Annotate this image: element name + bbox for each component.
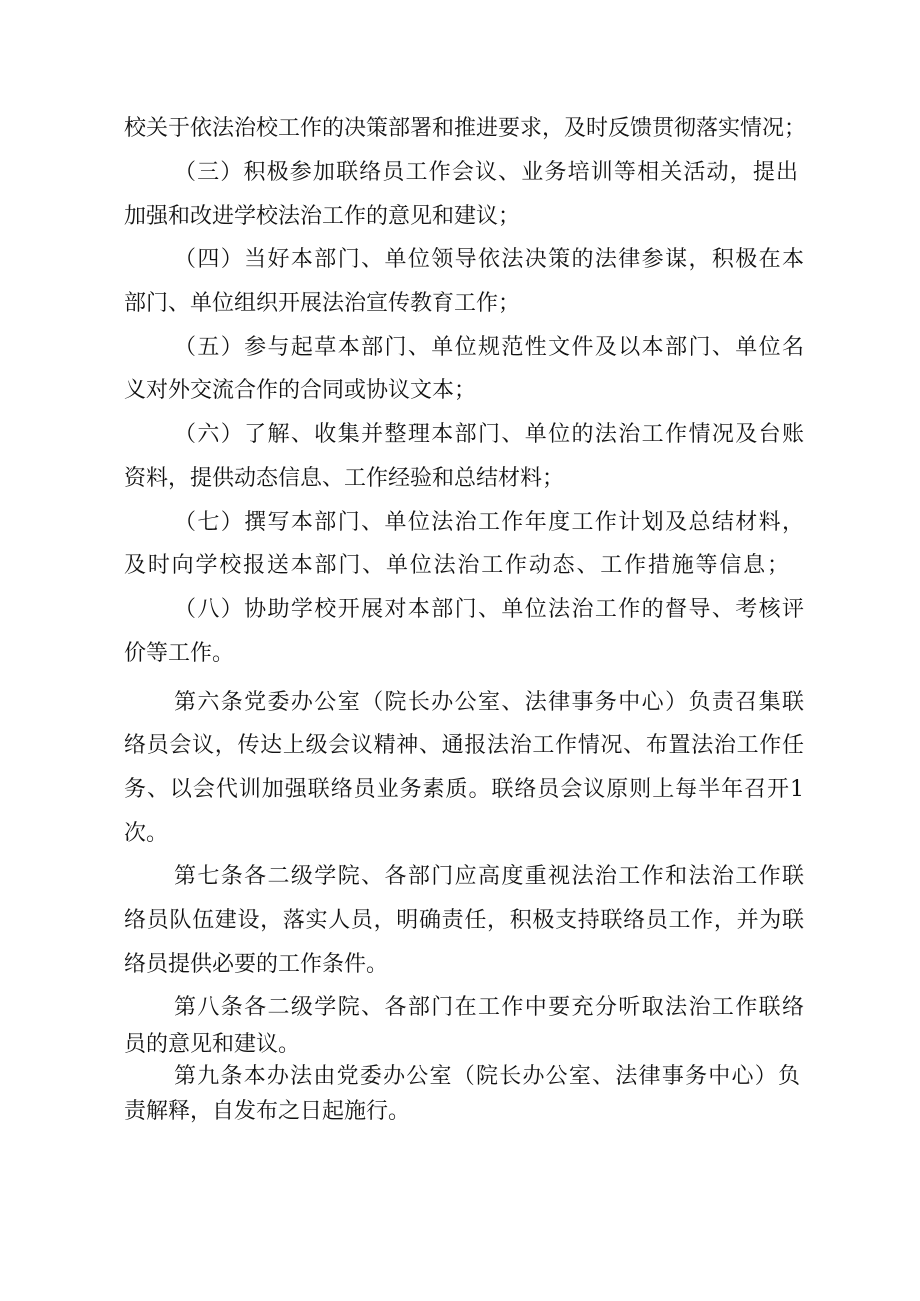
- text-line: （六）了解、收集并整理本部门、单位的法治工作情况及台账: [174, 422, 804, 447]
- text-line: 加强和改进学校法治工作的意见和建议；: [124, 204, 521, 229]
- text-line: 络员提供必要的工作条件。: [124, 952, 389, 977]
- text-line: 资料，提供动态信息、工作经验和总结材料；: [124, 466, 565, 491]
- text-line: 部门、单位组织开展法治宣传教育工作；: [124, 291, 521, 316]
- text-line: 及时向学校报送本部门、单位法治工作动态、工作措施等信息；: [124, 553, 789, 578]
- text-line: 价等工作。: [124, 641, 235, 666]
- text-line: 络员队伍建设，落实人员，明确责任，积极支持联络员工作，并为联: [124, 908, 804, 933]
- text-line: 员的意见和建议。: [124, 1032, 301, 1057]
- text-line: 义对外交流合作的合同或协议文本；: [124, 378, 477, 403]
- text-line: （七）撰写本部门、单位法治工作年度工作计划及总结材料，: [174, 510, 804, 535]
- text-line: （三）积极参加联络员工作会议、业务培训等相关活动，提出: [174, 160, 798, 185]
- text-line: 络员会议，传达上级会议精神、通报法治工作情况、布置法治工作任: [124, 733, 804, 758]
- text-line: 第七条各二级学院、各部门应高度重视法治工作和法治工作联: [174, 864, 804, 889]
- text-line: 次。: [124, 821, 169, 846]
- text-line: 第九条本办法由党委办公室（院长办公室、法律事务中心）负: [174, 1064, 800, 1089]
- text-line: 第六条党委办公室（院长办公室、法律事务中心）负责召集联: [174, 690, 804, 715]
- text-line: （五）参与起草本部门、单位规范性文件及以本部门、单位名: [174, 335, 804, 360]
- text-line: 校关于依法治校工作的决策部署和推进要求，及时反馈贯彻落实情况；: [124, 116, 807, 141]
- text-line: 责解释，自发布之日起施行。: [124, 1099, 411, 1124]
- text-line: 第八条各二级学院、各部门在工作中要充分听取法治工作联络: [174, 995, 804, 1020]
- text-line: （八）协助学校开展对本部门、单位法治工作的督导、考核评: [174, 597, 804, 622]
- text-line: 务、以会代训加强联络员业务素质。联络员会议原则上每半年召开1: [124, 777, 804, 802]
- text-line: （四）当好本部门、单位领导依法决策的法律参谋，积极在本: [174, 247, 804, 272]
